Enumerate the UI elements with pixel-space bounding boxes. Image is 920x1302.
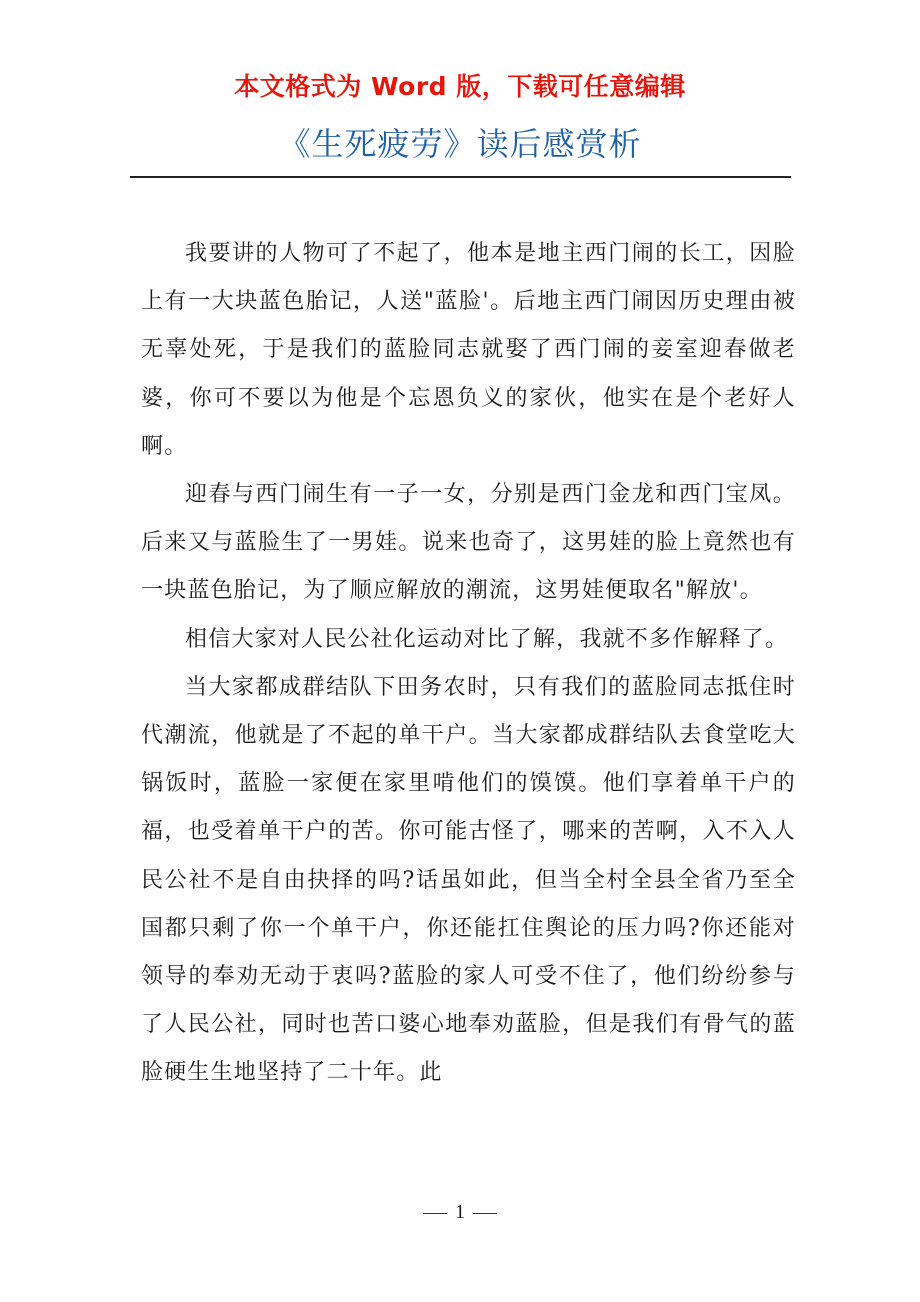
paragraph: 迎春与西门闹生有一子一女，分别是西门金龙和西门宝凤。后来又与蓝脸生了一男娃。说来也奇了，这男娃的脸上竟然也有一块蓝色胎记，为了顺应解放的潮流，这男娃便取名"解放'。 xyxy=(141,482,796,604)
paragraph: 当大家都成群结队下田务农时，只有我们的蓝脸同志抵住时代潮流，他就是了不起的单干户。当大家都成群结队去食堂吃大锅饭时，蓝脸一家便在家里啃他们的馍馍。他们享着单干户的福，也受着单干户的苦。你可能古怪了，哪来的苦啊，入不入人民公社不是自由抉择的吗?话虽如此，但当全村全县全省乃至全国都只剩了你一个单干户，你还能扛住舆论的压力吗?你还能对领导的奉劝无动于衷吗?蓝脸的家人可受不住了，他们纷纷参与了人民公社，同时也苦口婆心地奉劝蓝脸，但是我们有骨气的蓝脸硬生生地坚持了二十年。此 xyxy=(141,674,796,1086)
paragraph: 我要讲的人物可了不起了，他本是地主西门闹的长工，因脸上有一大块蓝色胎记，人送"蓝脸'。后地主西门闹因历史理由被无辜处死，于是我们的蓝脸同志就娶了西门闹的妾室迎春做老婆，你可不要以为他是个忘恩负义的家伙，他实在是个老好人啊。 xyxy=(141,241,796,459)
page-footer xyxy=(0,1198,920,1226)
footer-dash-right xyxy=(473,1213,497,1214)
title-divider xyxy=(130,176,791,178)
format-notice-banner: 本文格式为 Word 版，下载可任意编辑 xyxy=(234,72,686,101)
document-title: 《生死疲劳》读后感赏析 xyxy=(278,125,642,163)
paragraph: 相信大家对人民公社化运动对比了解，我就不多作解释了。 xyxy=(185,626,789,652)
page-number: 1 xyxy=(455,1201,465,1223)
footer-dash-left xyxy=(423,1213,447,1214)
document-body xyxy=(141,230,796,1098)
